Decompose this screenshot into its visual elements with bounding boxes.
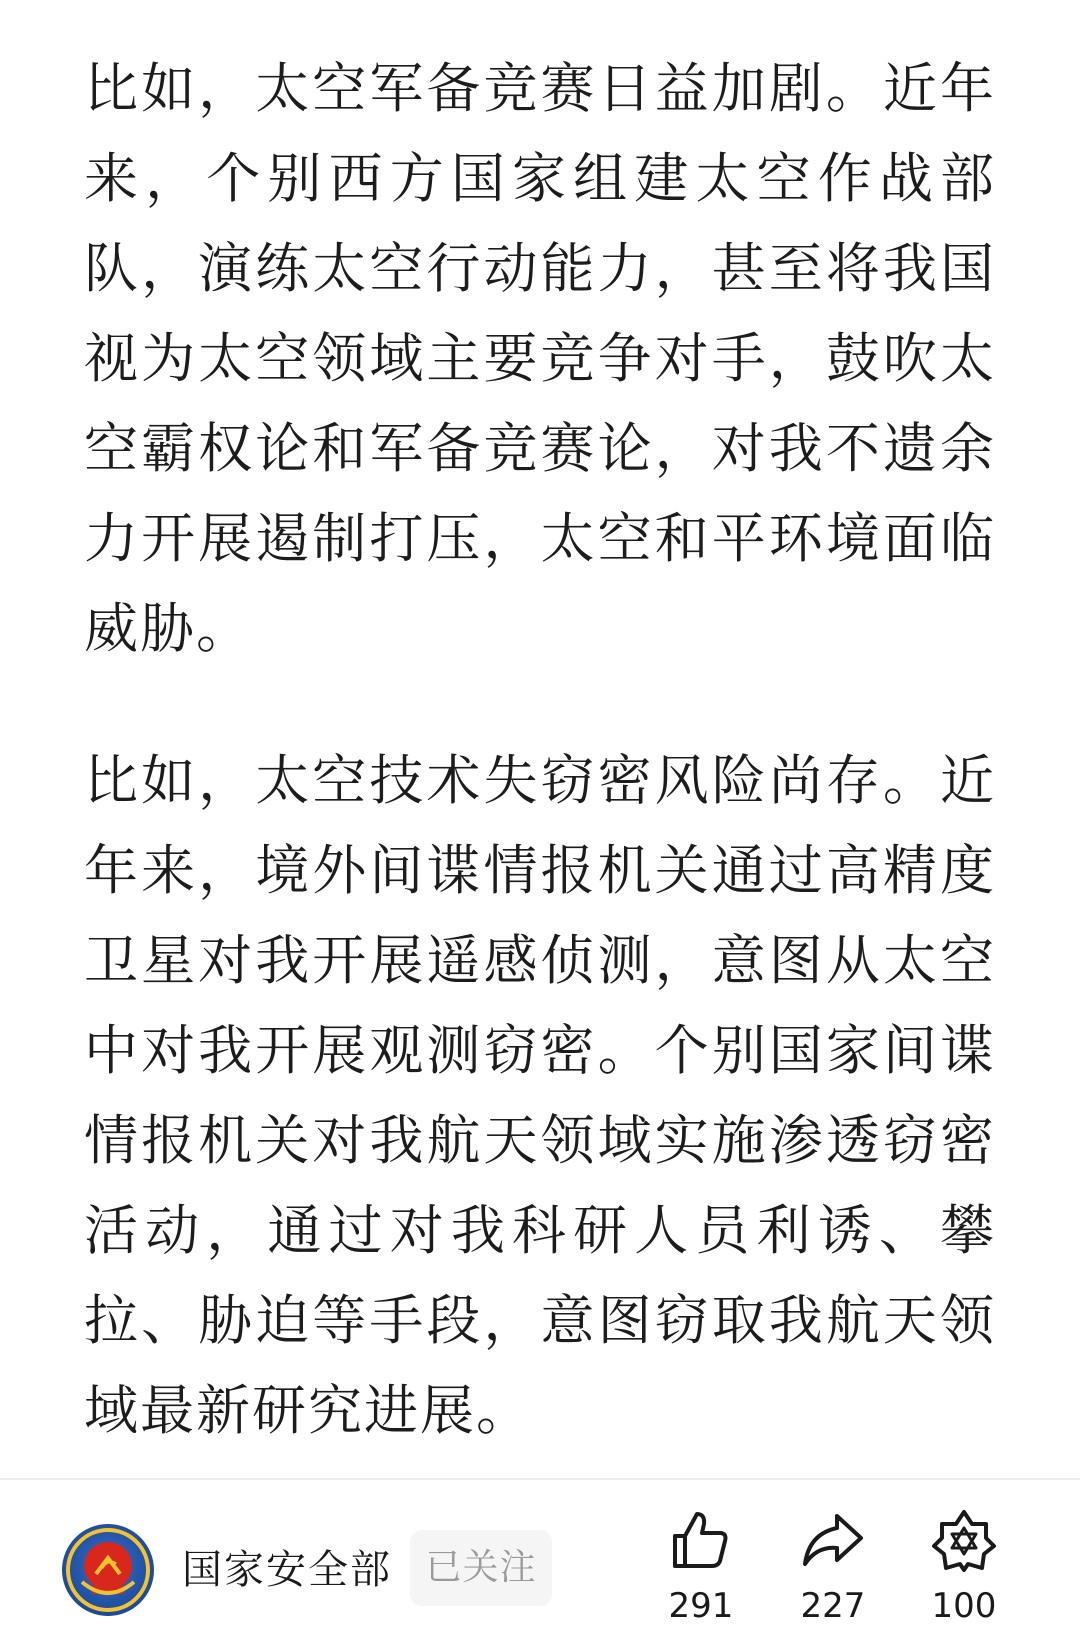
account-avatar[interactable]	[62, 1524, 154, 1616]
follow-button[interactable]: 已关注	[410, 1530, 552, 1606]
favorite-count: 100	[931, 1586, 997, 1626]
share-count: 227	[800, 1586, 866, 1626]
like-button[interactable]	[646, 1508, 756, 1629]
favorite-button[interactable]	[909, 1508, 1019, 1629]
account-name[interactable]: 国家安全部	[182, 1547, 392, 1593]
article-body	[84, 44, 996, 1456]
article-paragraph: 比如，太空技术失窃密风险尚存。近年来，境外间谍情报机关通过高精度卫星对我开展遥感侦测，意图从太空中对我开展观测窃密。个别国家间谍情报机关对我航天领域实施渗透窃密活动，通过对我科研人员利诱、攀拉、胁迫等手段，意图窃取我航天领域最新研究进展。	[84, 749, 996, 1442]
share-button[interactable]	[778, 1508, 888, 1629]
article-paragraph: 比如，太空军备竞赛日益加剧。近年来，个别西方国家组建太空作战部队，演练太空行动能力，甚至将我国视为太空领域主要竞争对手，鼓吹太空霸权论和军备竞赛论，对我不遗余力开展遏制打压，太空和平环境面临威胁。	[84, 57, 996, 660]
article-footer-bar	[0, 1480, 1080, 1629]
emblem-avatar-icon	[62, 1524, 154, 1616]
thumbs-up-icon	[669, 1508, 733, 1572]
star-icon	[932, 1508, 996, 1572]
like-count: 291	[668, 1586, 734, 1626]
share-arrow-icon	[801, 1508, 865, 1572]
